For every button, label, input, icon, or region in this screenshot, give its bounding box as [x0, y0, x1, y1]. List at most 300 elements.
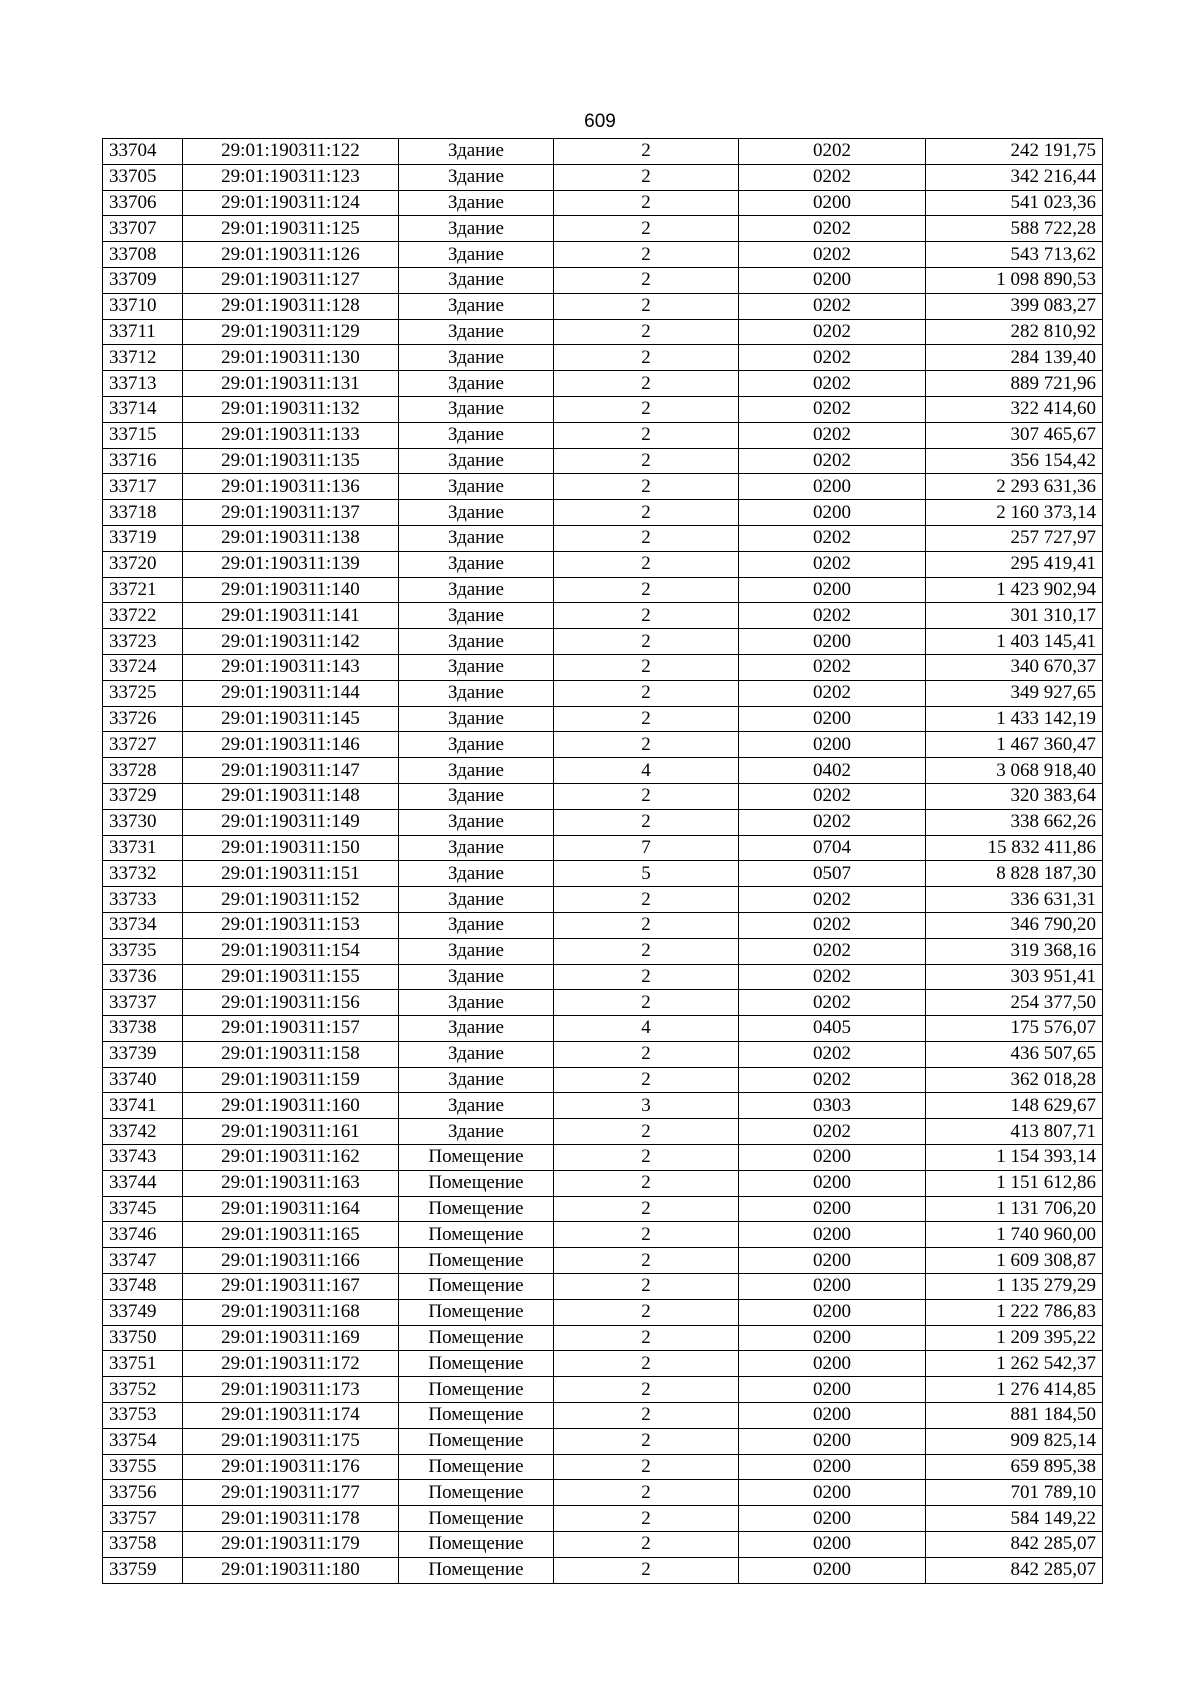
cadastral-value-cell: 701 789,10 [926, 1480, 1103, 1506]
table-row [103, 577, 1103, 603]
row-number-cell: 33759 [103, 1557, 183, 1583]
table-row [103, 164, 1103, 190]
row-number-cell: 33735 [103, 938, 183, 964]
object-type-cell: Здание [399, 577, 554, 603]
object-type-cell: Здание [399, 190, 554, 216]
object-type-cell: Здание [399, 835, 554, 861]
table-row [103, 190, 1103, 216]
group-cell: 2 [554, 1067, 739, 1093]
subgroup-code-cell: 0200 [739, 1299, 926, 1325]
row-number-cell: 33744 [103, 1170, 183, 1196]
table-row [103, 1067, 1103, 1093]
object-type-cell: Здание [399, 267, 554, 293]
row-number-cell: 33718 [103, 500, 183, 526]
subgroup-code-cell: 0200 [739, 1170, 926, 1196]
cadastral-value-cell: 1 423 902,94 [926, 577, 1103, 603]
cadastral-value-cell: 346 790,20 [926, 912, 1103, 938]
subgroup-code-cell: 0202 [739, 139, 926, 165]
subgroup-code-cell: 0200 [739, 577, 926, 603]
table-row [103, 371, 1103, 397]
group-cell: 2 [554, 964, 739, 990]
cadastral-number-cell: 29:01:190311:142 [183, 629, 399, 655]
object-type-cell: Помещение [399, 1428, 554, 1454]
object-type-cell: Здание [399, 474, 554, 500]
subgroup-code-cell: 0202 [739, 396, 926, 422]
cadastral-value-table [102, 138, 1103, 1584]
group-cell: 2 [554, 345, 739, 371]
subgroup-code-cell: 0402 [739, 758, 926, 784]
cadastral-number-cell: 29:01:190311:159 [183, 1067, 399, 1093]
cadastral-value-cell: 342 216,44 [926, 164, 1103, 190]
row-number-cell: 33747 [103, 1248, 183, 1274]
group-cell: 2 [554, 474, 739, 500]
row-number-cell: 33711 [103, 319, 183, 345]
row-number-cell: 33753 [103, 1403, 183, 1429]
table-row [103, 1454, 1103, 1480]
object-type-cell: Здание [399, 1093, 554, 1119]
object-type-cell: Здание [399, 809, 554, 835]
subgroup-code-cell: 0202 [739, 1067, 926, 1093]
row-number-cell: 33705 [103, 164, 183, 190]
row-number-cell: 33736 [103, 964, 183, 990]
cadastral-value-cell: 338 662,26 [926, 809, 1103, 835]
object-type-cell: Здание [399, 654, 554, 680]
subgroup-code-cell: 0202 [739, 654, 926, 680]
cadastral-number-cell: 29:01:190311:163 [183, 1170, 399, 1196]
row-number-cell: 33755 [103, 1454, 183, 1480]
page-number: 609 [584, 111, 616, 132]
object-type-cell: Помещение [399, 1248, 554, 1274]
cadastral-number-cell: 29:01:190311:161 [183, 1119, 399, 1145]
group-cell: 2 [554, 1480, 739, 1506]
row-number-cell: 33707 [103, 216, 183, 242]
cadastral-number-cell: 29:01:190311:151 [183, 861, 399, 887]
row-number-cell: 33712 [103, 345, 183, 371]
cadastral-number-cell: 29:01:190311:136 [183, 474, 399, 500]
object-type-cell: Здание [399, 629, 554, 655]
group-cell: 2 [554, 1377, 739, 1403]
cadastral-number-cell: 29:01:190311:158 [183, 1041, 399, 1067]
group-cell: 5 [554, 861, 739, 887]
object-type-cell: Помещение [399, 1480, 554, 1506]
cadastral-value-cell: 1 262 542,37 [926, 1351, 1103, 1377]
subgroup-code-cell: 0200 [739, 1403, 926, 1429]
group-cell: 2 [554, 371, 739, 397]
object-type-cell: Помещение [399, 1222, 554, 1248]
object-type-cell: Здание [399, 1067, 554, 1093]
subgroup-code-cell: 0202 [739, 938, 926, 964]
subgroup-code-cell: 0200 [739, 1248, 926, 1274]
table-row [103, 629, 1103, 655]
table-row [103, 1557, 1103, 1583]
row-number-cell: 33738 [103, 1016, 183, 1042]
object-type-cell: Здание [399, 345, 554, 371]
cadastral-value-cell: 320 383,64 [926, 783, 1103, 809]
cadastral-value-cell: 319 368,16 [926, 938, 1103, 964]
cadastral-value-cell: 1 403 145,41 [926, 629, 1103, 655]
subgroup-code-cell: 0200 [739, 1351, 926, 1377]
table-row [103, 706, 1103, 732]
subgroup-code-cell: 0200 [739, 1557, 926, 1583]
object-type-cell: Здание [399, 1041, 554, 1067]
cadastral-value-cell: 1 609 308,87 [926, 1248, 1103, 1274]
cadastral-number-cell: 29:01:190311:126 [183, 242, 399, 268]
row-number-cell: 33743 [103, 1145, 183, 1171]
cadastral-number-cell: 29:01:190311:162 [183, 1145, 399, 1171]
row-number-cell: 33739 [103, 1041, 183, 1067]
cadastral-number-cell: 29:01:190311:150 [183, 835, 399, 861]
object-type-cell: Здание [399, 706, 554, 732]
cadastral-number-cell: 29:01:190311:157 [183, 1016, 399, 1042]
subgroup-code-cell: 0200 [739, 474, 926, 500]
group-cell: 2 [554, 525, 739, 551]
subgroup-code-cell: 0200 [739, 1532, 926, 1558]
cadastral-value-cell: 541 023,36 [926, 190, 1103, 216]
subgroup-code-cell: 0202 [739, 964, 926, 990]
cadastral-value-cell: 1 098 890,53 [926, 267, 1103, 293]
group-cell: 3 [554, 1093, 739, 1119]
table-row [103, 1222, 1103, 1248]
group-cell: 2 [554, 1222, 739, 1248]
object-type-cell: Здание [399, 990, 554, 1016]
table-row [103, 654, 1103, 680]
object-type-cell: Здание [399, 887, 554, 913]
table-row [103, 964, 1103, 990]
subgroup-code-cell: 0200 [739, 1274, 926, 1300]
group-cell: 2 [554, 1170, 739, 1196]
subgroup-code-cell: 0202 [739, 293, 926, 319]
table-row [103, 1299, 1103, 1325]
group-cell: 2 [554, 1274, 739, 1300]
cadastral-number-cell: 29:01:190311:180 [183, 1557, 399, 1583]
group-cell: 2 [554, 448, 739, 474]
table-row [103, 422, 1103, 448]
table-row [103, 938, 1103, 964]
object-type-cell: Помещение [399, 1274, 554, 1300]
row-number-cell: 33728 [103, 758, 183, 784]
subgroup-code-cell: 0202 [739, 603, 926, 629]
cadastral-value-cell: 584 149,22 [926, 1506, 1103, 1532]
table-row [103, 267, 1103, 293]
cadastral-value-cell: 301 310,17 [926, 603, 1103, 629]
subgroup-code-cell: 0202 [739, 783, 926, 809]
table-row [103, 1248, 1103, 1274]
subgroup-code-cell: 0202 [739, 990, 926, 1016]
subgroup-code-cell: 0200 [739, 267, 926, 293]
cadastral-number-cell: 29:01:190311:140 [183, 577, 399, 603]
group-cell: 2 [554, 654, 739, 680]
cadastral-value-cell: 2 293 631,36 [926, 474, 1103, 500]
table-row [103, 242, 1103, 268]
row-number-cell: 33716 [103, 448, 183, 474]
subgroup-code-cell: 0200 [739, 1506, 926, 1532]
cadastral-value-cell: 356 154,42 [926, 448, 1103, 474]
cadastral-value-cell: 282 810,92 [926, 319, 1103, 345]
cadastral-value-cell: 436 507,65 [926, 1041, 1103, 1067]
row-number-cell: 33734 [103, 912, 183, 938]
table-row [103, 1041, 1103, 1067]
cadastral-number-cell: 29:01:190311:127 [183, 267, 399, 293]
group-cell: 2 [554, 1145, 739, 1171]
cadastral-value-cell: 659 895,38 [926, 1454, 1103, 1480]
row-number-cell: 33754 [103, 1428, 183, 1454]
cadastral-number-cell: 29:01:190311:155 [183, 964, 399, 990]
object-type-cell: Здание [399, 164, 554, 190]
cadastral-value-cell: 303 951,41 [926, 964, 1103, 990]
object-type-cell: Помещение [399, 1351, 554, 1377]
table-row [103, 603, 1103, 629]
object-type-cell: Здание [399, 964, 554, 990]
cadastral-number-cell: 29:01:190311:130 [183, 345, 399, 371]
cadastral-value-cell: 1 154 393,14 [926, 1145, 1103, 1171]
row-number-cell: 33722 [103, 603, 183, 629]
group-cell: 7 [554, 835, 739, 861]
row-number-cell: 33737 [103, 990, 183, 1016]
group-cell: 2 [554, 319, 739, 345]
object-type-cell: Здание [399, 319, 554, 345]
row-number-cell: 33745 [103, 1196, 183, 1222]
object-type-cell: Здание [399, 525, 554, 551]
row-number-cell: 33746 [103, 1222, 183, 1248]
cadastral-value-cell: 889 721,96 [926, 371, 1103, 397]
cadastral-value-cell: 148 629,67 [926, 1093, 1103, 1119]
cadastral-value-cell: 909 825,14 [926, 1428, 1103, 1454]
cadastral-number-cell: 29:01:190311:169 [183, 1325, 399, 1351]
subgroup-code-cell: 0202 [739, 422, 926, 448]
subgroup-code-cell: 0202 [739, 448, 926, 474]
table-row [103, 1119, 1103, 1145]
cadastral-number-cell: 29:01:190311:131 [183, 371, 399, 397]
subgroup-code-cell: 0405 [739, 1016, 926, 1042]
cadastral-number-cell: 29:01:190311:172 [183, 1351, 399, 1377]
row-number-cell: 33750 [103, 1325, 183, 1351]
cadastral-number-cell: 29:01:190311:164 [183, 1196, 399, 1222]
cadastral-value-cell: 340 670,37 [926, 654, 1103, 680]
cadastral-number-cell: 29:01:190311:147 [183, 758, 399, 784]
row-number-cell: 33710 [103, 293, 183, 319]
subgroup-code-cell: 0202 [739, 551, 926, 577]
subgroup-code-cell: 0202 [739, 164, 926, 190]
group-cell: 2 [554, 603, 739, 629]
object-type-cell: Здание [399, 242, 554, 268]
group-cell: 2 [554, 809, 739, 835]
table-row [103, 990, 1103, 1016]
row-number-cell: 33757 [103, 1506, 183, 1532]
table-body [103, 139, 1103, 1584]
group-cell: 2 [554, 1454, 739, 1480]
cadastral-value-cell: 413 807,71 [926, 1119, 1103, 1145]
object-type-cell: Здание [399, 551, 554, 577]
row-number-cell: 33706 [103, 190, 183, 216]
cadastral-number-cell: 29:01:190311:149 [183, 809, 399, 835]
group-cell: 2 [554, 267, 739, 293]
cadastral-value-cell: 307 465,67 [926, 422, 1103, 448]
row-number-cell: 33727 [103, 732, 183, 758]
cadastral-number-cell: 29:01:190311:135 [183, 448, 399, 474]
cadastral-number-cell: 29:01:190311:122 [183, 139, 399, 165]
row-number-cell: 33723 [103, 629, 183, 655]
group-cell: 2 [554, 164, 739, 190]
group-cell: 2 [554, 1248, 739, 1274]
cadastral-value-cell: 1 433 142,19 [926, 706, 1103, 732]
table-row [103, 448, 1103, 474]
table-row [103, 1016, 1103, 1042]
object-type-cell: Помещение [399, 1170, 554, 1196]
cadastral-value-cell: 1 740 960,00 [926, 1222, 1103, 1248]
cadastral-value-cell: 588 722,28 [926, 216, 1103, 242]
subgroup-code-cell: 0202 [739, 1119, 926, 1145]
table-row [103, 1403, 1103, 1429]
table-row [103, 500, 1103, 526]
table-row [103, 809, 1103, 835]
group-cell: 2 [554, 1325, 739, 1351]
row-number-cell: 33724 [103, 654, 183, 680]
object-type-cell: Помещение [399, 1299, 554, 1325]
cadastral-number-cell: 29:01:190311:152 [183, 887, 399, 913]
group-cell: 2 [554, 1506, 739, 1532]
cadastral-value-cell: 881 184,50 [926, 1403, 1103, 1429]
group-cell: 2 [554, 680, 739, 706]
object-type-cell: Здание [399, 500, 554, 526]
row-number-cell: 33708 [103, 242, 183, 268]
row-number-cell: 33758 [103, 1532, 183, 1558]
row-number-cell: 33714 [103, 396, 183, 422]
subgroup-code-cell: 0200 [739, 190, 926, 216]
cadastral-number-cell: 29:01:190311:141 [183, 603, 399, 629]
row-number-cell: 33725 [103, 680, 183, 706]
subgroup-code-cell: 0200 [739, 706, 926, 732]
cadastral-value-cell: 349 927,65 [926, 680, 1103, 706]
subgroup-code-cell: 0200 [739, 1428, 926, 1454]
cadastral-number-cell: 29:01:190311:125 [183, 216, 399, 242]
group-cell: 2 [554, 577, 739, 603]
group-cell: 4 [554, 758, 739, 784]
object-type-cell: Здание [399, 680, 554, 706]
table-row [103, 216, 1103, 242]
table-row [103, 551, 1103, 577]
cadastral-value-cell: 322 414,60 [926, 396, 1103, 422]
table-row [103, 1351, 1103, 1377]
table-row [103, 680, 1103, 706]
row-number-cell: 33720 [103, 551, 183, 577]
table-row [103, 1196, 1103, 1222]
subgroup-code-cell: 0200 [739, 1222, 926, 1248]
subgroup-code-cell: 0200 [739, 1325, 926, 1351]
cadastral-number-cell: 29:01:190311:173 [183, 1377, 399, 1403]
cadastral-number-cell: 29:01:190311:179 [183, 1532, 399, 1558]
cadastral-value-cell: 8 828 187,30 [926, 861, 1103, 887]
cadastral-number-cell: 29:01:190311:160 [183, 1093, 399, 1119]
table-row [103, 1428, 1103, 1454]
cadastral-value-cell: 1 131 706,20 [926, 1196, 1103, 1222]
row-number-cell: 33732 [103, 861, 183, 887]
table-row [103, 474, 1103, 500]
group-cell: 2 [554, 706, 739, 732]
table-row [103, 1532, 1103, 1558]
row-number-cell: 33751 [103, 1351, 183, 1377]
row-number-cell: 33752 [103, 1377, 183, 1403]
group-cell: 2 [554, 912, 739, 938]
subgroup-code-cell: 0303 [739, 1093, 926, 1119]
subgroup-code-cell: 0202 [739, 242, 926, 268]
table-row [103, 1506, 1103, 1532]
cadastral-number-cell: 29:01:190311:175 [183, 1428, 399, 1454]
cadastral-number-cell: 29:01:190311:168 [183, 1299, 399, 1325]
cadastral-number-cell: 29:01:190311:133 [183, 422, 399, 448]
cadastral-number-cell: 29:01:190311:129 [183, 319, 399, 345]
cadastral-number-cell: 29:01:190311:178 [183, 1506, 399, 1532]
object-type-cell: Здание [399, 448, 554, 474]
table-row [103, 1274, 1103, 1300]
group-cell: 2 [554, 190, 739, 216]
subgroup-code-cell: 0202 [739, 887, 926, 913]
group-cell: 2 [554, 293, 739, 319]
cadastral-value-cell: 284 139,40 [926, 345, 1103, 371]
group-cell: 4 [554, 1016, 739, 1042]
group-cell: 2 [554, 139, 739, 165]
subgroup-code-cell: 0202 [739, 525, 926, 551]
group-cell: 2 [554, 1532, 739, 1558]
group-cell: 2 [554, 629, 739, 655]
subgroup-code-cell: 0202 [739, 371, 926, 397]
table-row [103, 861, 1103, 887]
cadastral-number-cell: 29:01:190311:156 [183, 990, 399, 1016]
cadastral-number-cell: 29:01:190311:128 [183, 293, 399, 319]
cadastral-value-cell: 1 222 786,83 [926, 1299, 1103, 1325]
cadastral-value-cell: 254 377,50 [926, 990, 1103, 1016]
row-number-cell: 33731 [103, 835, 183, 861]
row-number-cell: 33721 [103, 577, 183, 603]
object-type-cell: Помещение [399, 1145, 554, 1171]
object-type-cell: Помещение [399, 1196, 554, 1222]
cadastral-number-cell: 29:01:190311:177 [183, 1480, 399, 1506]
subgroup-code-cell: 0200 [739, 500, 926, 526]
table-row [103, 396, 1103, 422]
subgroup-code-cell: 0202 [739, 912, 926, 938]
cadastral-number-cell: 29:01:190311:166 [183, 1248, 399, 1274]
cadastral-value-cell: 175 576,07 [926, 1016, 1103, 1042]
subgroup-code-cell: 0200 [739, 1480, 926, 1506]
cadastral-value-cell: 399 083,27 [926, 293, 1103, 319]
cadastral-number-cell: 29:01:190311:132 [183, 396, 399, 422]
table-row [103, 835, 1103, 861]
row-number-cell: 33726 [103, 706, 183, 732]
cadastral-value-cell: 1 467 360,47 [926, 732, 1103, 758]
object-type-cell: Здание [399, 216, 554, 242]
subgroup-code-cell: 0202 [739, 216, 926, 242]
table-row [103, 1145, 1103, 1171]
row-number-cell: 33704 [103, 139, 183, 165]
group-cell: 2 [554, 216, 739, 242]
table-row [103, 345, 1103, 371]
cadastral-number-cell: 29:01:190311:144 [183, 680, 399, 706]
row-number-cell: 33713 [103, 371, 183, 397]
cadastral-number-cell: 29:01:190311:148 [183, 783, 399, 809]
cadastral-value-cell: 336 631,31 [926, 887, 1103, 913]
cadastral-value-cell: 242 191,75 [926, 139, 1103, 165]
cadastral-number-cell: 29:01:190311:153 [183, 912, 399, 938]
row-number-cell: 33709 [103, 267, 183, 293]
subgroup-code-cell: 0202 [739, 1041, 926, 1067]
group-cell: 2 [554, 1041, 739, 1067]
table-row [103, 1480, 1103, 1506]
subgroup-code-cell: 0202 [739, 319, 926, 345]
group-cell: 2 [554, 1196, 739, 1222]
cadastral-value-cell: 1 276 414,85 [926, 1377, 1103, 1403]
cadastral-value-cell: 257 727,97 [926, 525, 1103, 551]
subgroup-code-cell: 0200 [739, 1145, 926, 1171]
subgroup-code-cell: 0200 [739, 1196, 926, 1222]
